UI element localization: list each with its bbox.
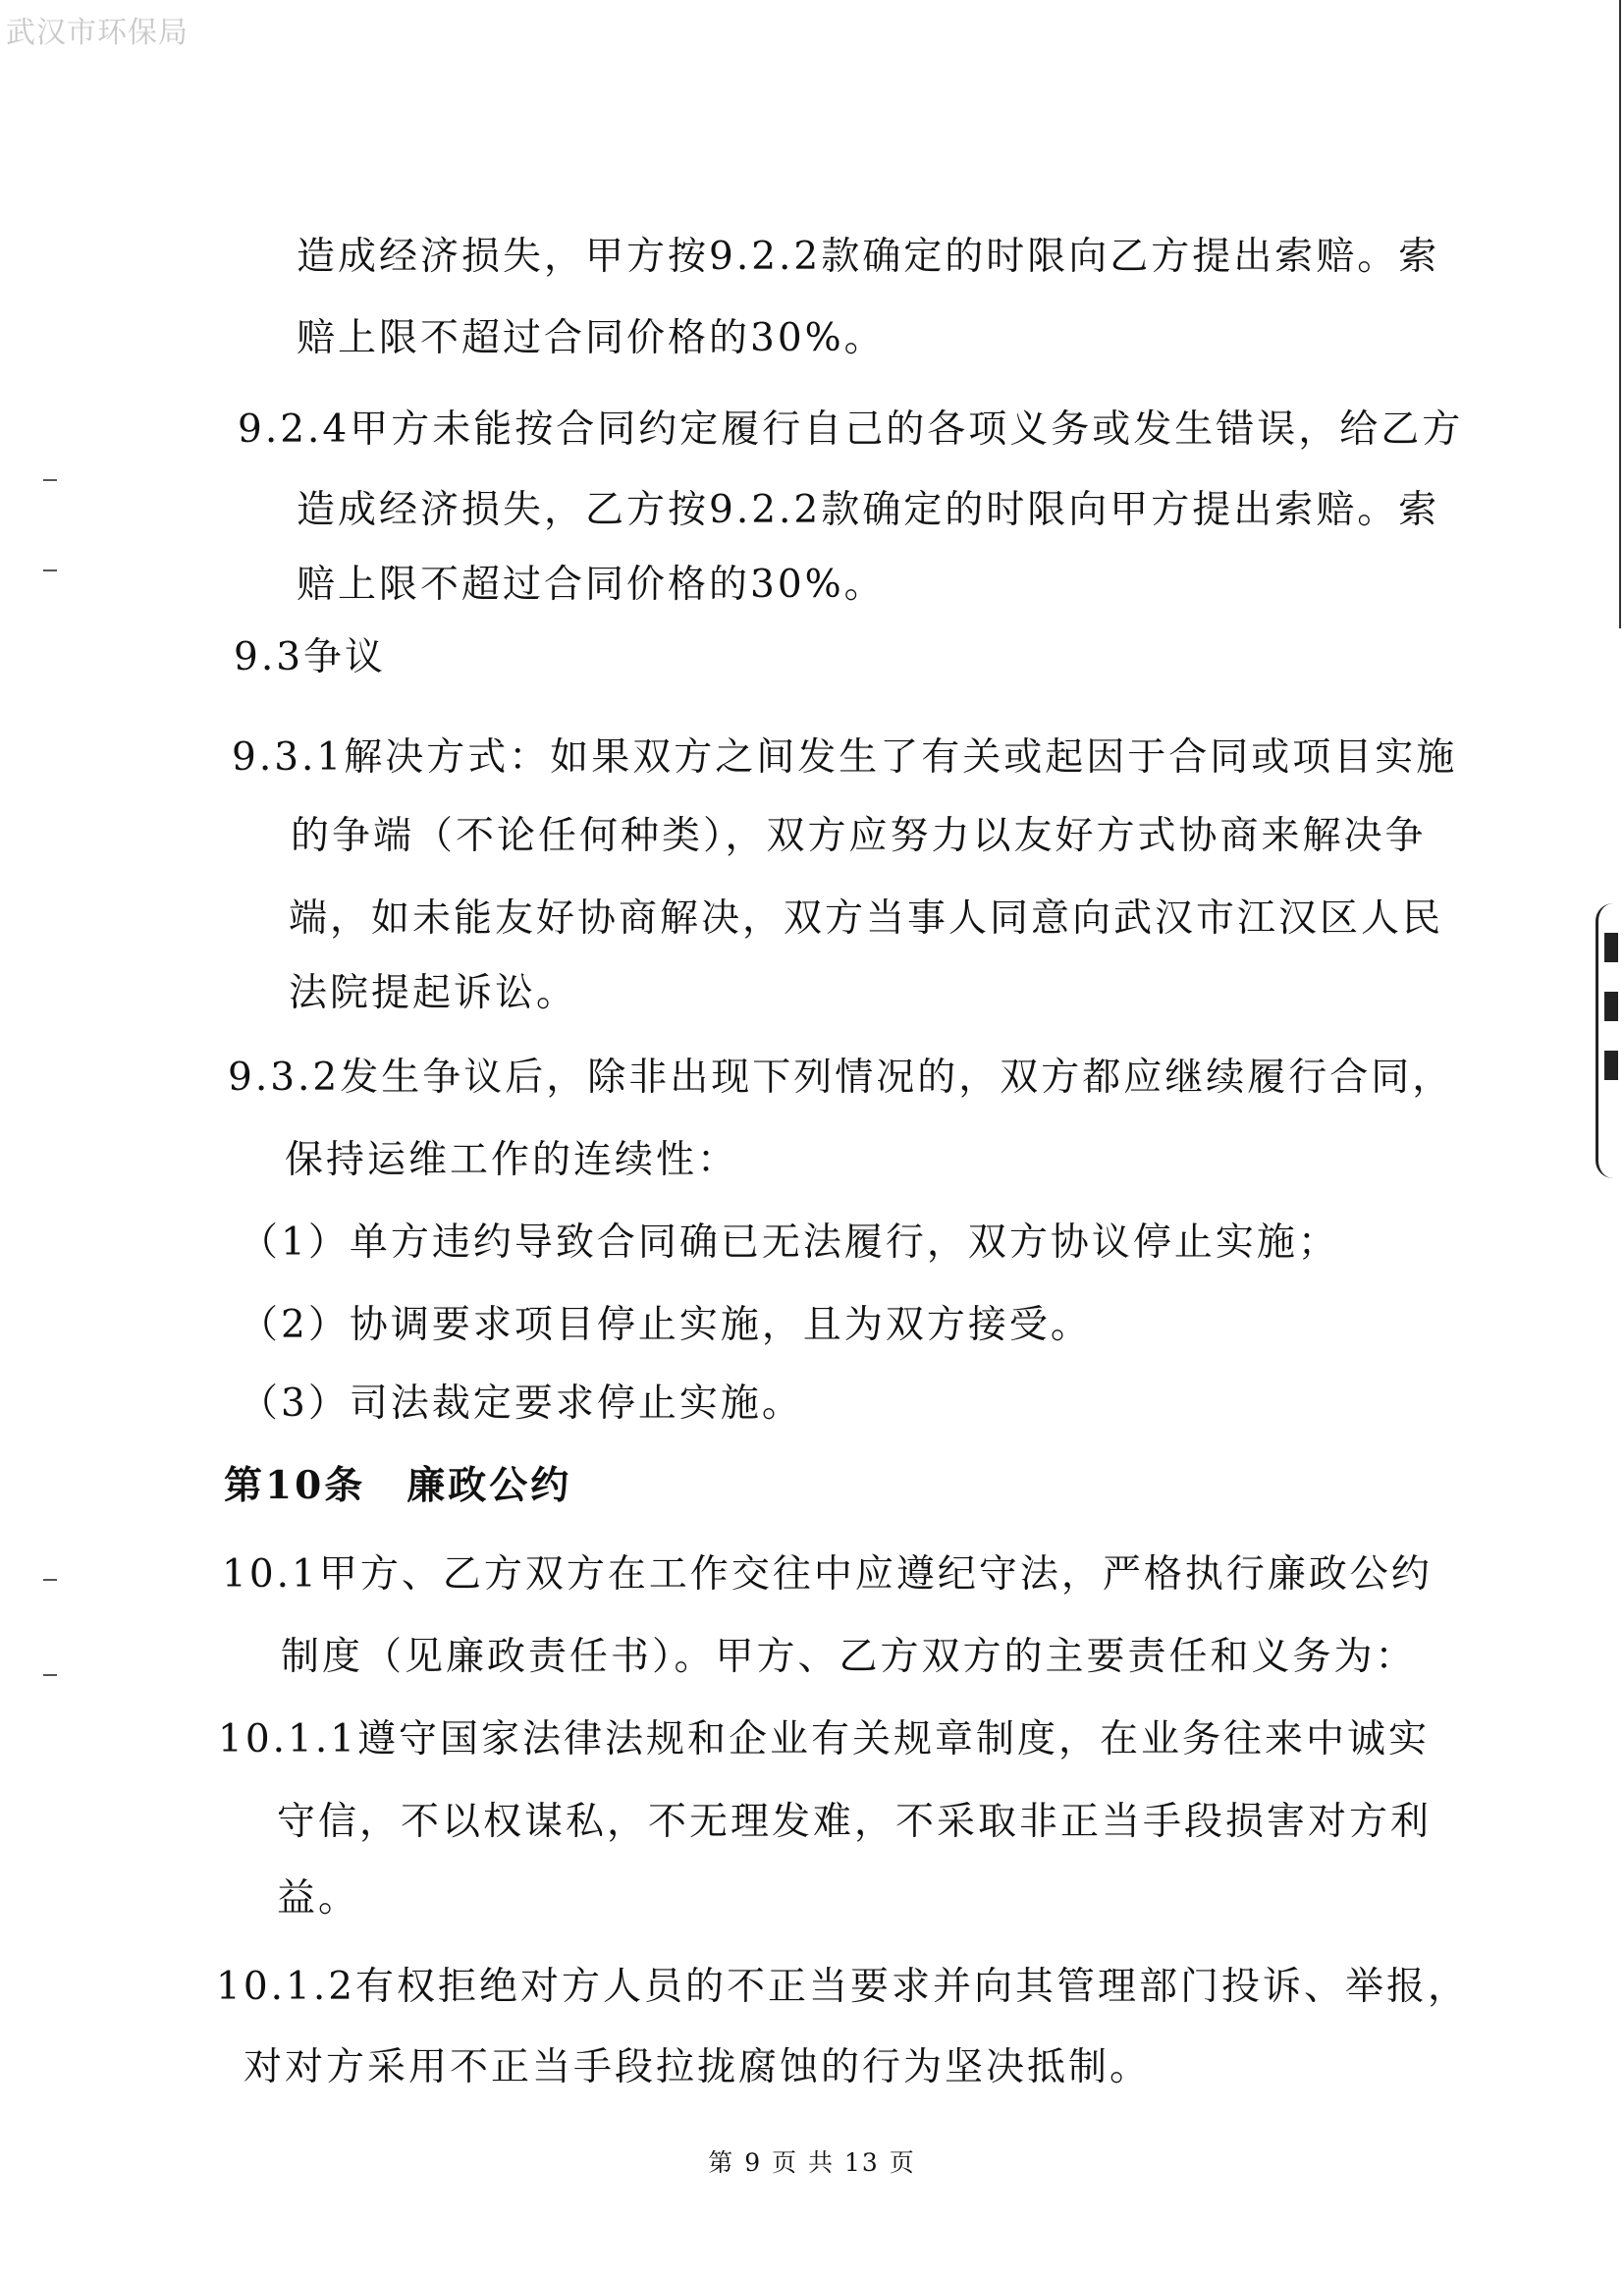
list-item: （2）协调要求项目停止实施，且为双方接受。: [240, 1303, 1092, 1347]
clause-9-3-1: 9.3.1解决方式：如果双方之间发生了有关或起因于合同或项目实施: [232, 735, 1458, 780]
scan-mark: [43, 1674, 57, 1676]
body-line: 法院提起诉讼。: [289, 971, 578, 1015]
scan-mark: [43, 1579, 57, 1581]
clause-9-2-4: 9.2.4甲方未能按合同约定履行自己的各项义务或发生错误，给乙方: [238, 407, 1464, 452]
scan-mark: [43, 569, 57, 571]
body-line: 对对方采用不正当手段拉拢腐蚀的行为坚决抵制。: [244, 2045, 1152, 2089]
body-line: 的争端（不论任何种类），双方应努力以友好方式协商来解决争: [291, 814, 1427, 858]
body-line: 赔上限不超过合同价格的30%。: [297, 316, 886, 360]
body-line: 制度（见廉政责任书）。甲方、乙方双方的主要责任和义务为：: [281, 1635, 1417, 1679]
clause-10-1: 10.1甲方、乙方双方在工作交往中应遵纪守法，严格执行廉政公约: [222, 1552, 1433, 1597]
watermark-logo: 武汉市环保局: [6, 16, 189, 50]
scan-edge: [1619, 0, 1621, 628]
body-line: 造成经济损失，甲方按9.2.2款确定的时限向乙方提出索赔。索: [297, 235, 1440, 279]
section-9-3-heading: 9.3争议: [234, 635, 387, 679]
scan-mark: [43, 479, 57, 481]
clause-10-1-1: 10.1.1遵守国家法律法规和企业有关规章制度，在业务往来中诚实: [218, 1717, 1431, 1761]
list-item: （1）单方违约导致合同确已无法履行，双方协议停止实施；: [240, 1220, 1339, 1265]
body-line: 端，如未能友好协商解决，双方当事人同意向武汉市江汉区人民: [289, 896, 1444, 941]
body-line: 造成经济损失，乙方按9.2.2款确定的时限向甲方提出索赔。索: [297, 488, 1440, 532]
body-line: 赔上限不超过合同价格的30%。: [297, 563, 886, 607]
list-item: （3）司法裁定要求停止实施。: [240, 1382, 803, 1426]
article-10-heading: 第10条 廉政公约: [224, 1463, 572, 1508]
page-number: 第 9 页 共 13 页: [708, 2148, 916, 2177]
binding-mark: [1596, 903, 1624, 1178]
body-line: 守信，不以权谋私，不无理发难，不采取非正当手段损害对方利: [277, 1800, 1433, 1844]
clause-10-1-2: 10.1.2有权拒绝对方人员的不正当要求并向其管理部门投诉、举报，: [216, 1965, 1470, 2009]
body-line: 保持运维工作的连续性：: [285, 1138, 739, 1182]
body-line: 益。: [277, 1876, 360, 1921]
clause-9-3-2: 9.3.2发生争议后，除非出现下列情况的，双方都应继续履行合同，: [228, 1056, 1454, 1100]
